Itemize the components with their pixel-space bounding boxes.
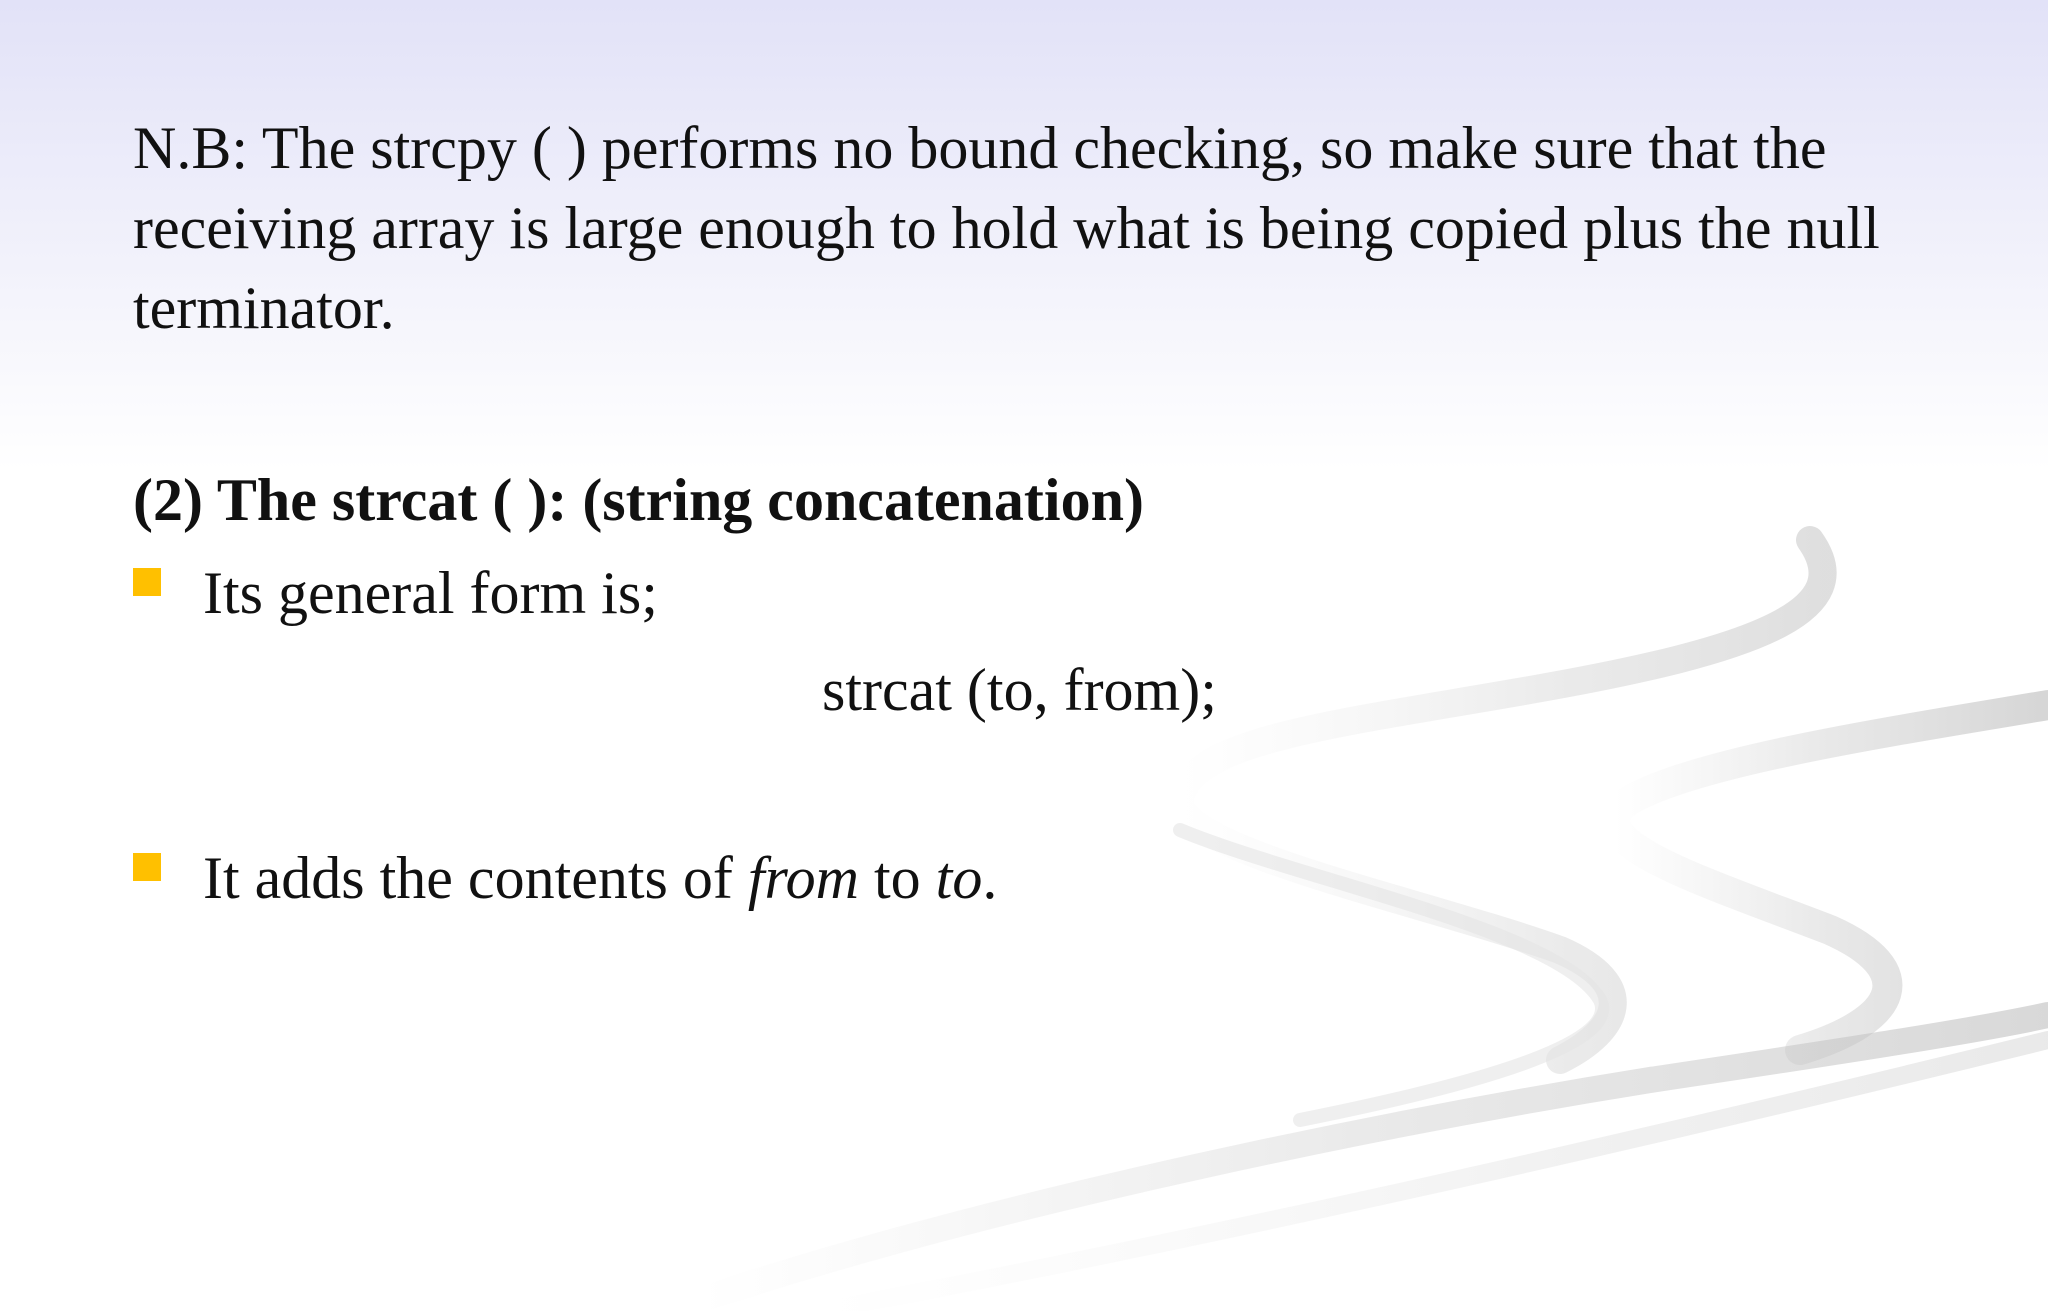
bullet-item: [133, 553, 658, 633]
section-heading: (2) The strcat ( ): (string concatenation): [133, 467, 1144, 533]
bullet-text: [203, 838, 997, 918]
bullet-text-prefix: It adds the contents of: [203, 845, 748, 911]
square-bullet-icon: [133, 568, 161, 596]
bullet-text-middle: to: [859, 845, 936, 911]
from-keyword: from: [747, 845, 859, 911]
code-example: strcat (to, from);: [822, 657, 1217, 723]
bullet-text: Its general form is;: [203, 560, 658, 626]
bullet-item: [133, 838, 997, 918]
bullet-text-suffix: .: [982, 845, 998, 911]
square-bullet-icon: [133, 853, 161, 881]
to-keyword: to: [935, 845, 983, 911]
note-paragraph: N.B: The strcpy ( ) performs no bound checking, so make sure that the receiving array is large enough to hold what is being copied plus the null terminator.: [133, 115, 1880, 341]
